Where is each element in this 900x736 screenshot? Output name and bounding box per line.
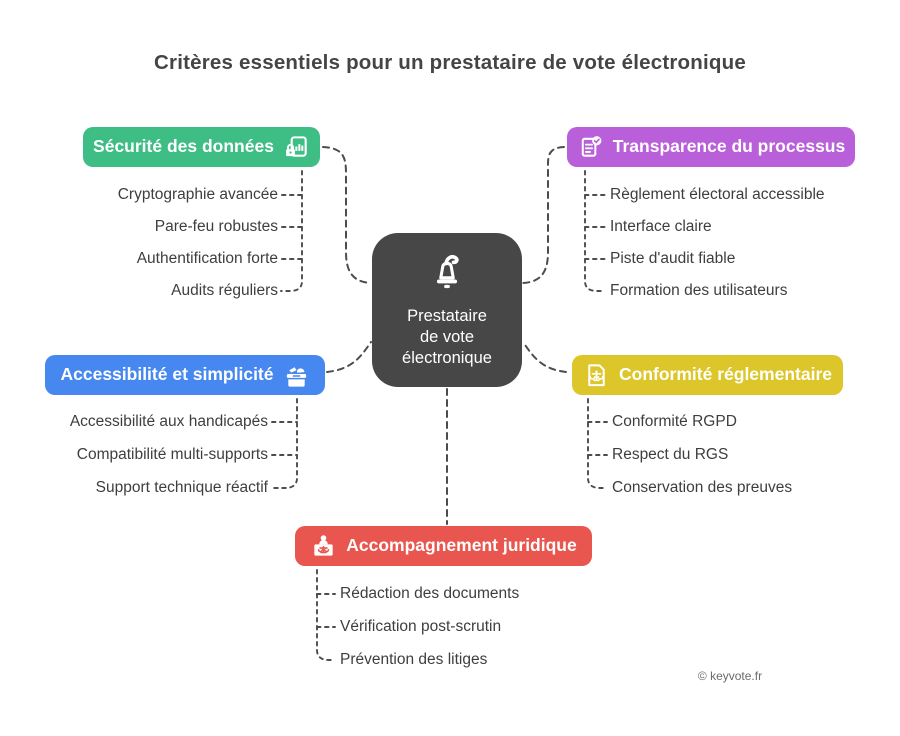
list-item-compliance-3: Conservation des preuves — [612, 479, 793, 496]
branch-badge-security — [83, 127, 320, 167]
list-item-legal-3: Prévention des litiges — [340, 651, 488, 668]
list-item-transparency-3: Piste d'audit fiable — [610, 250, 736, 267]
list-item-transparency-4: Formation des utilisateurs — [610, 282, 788, 299]
list-item-legal-2: Vérification post-scrutin — [340, 618, 502, 635]
branch-label-security: Sécurité des données — [93, 135, 274, 156]
list-item-accessibility-3: Support technique réactif — [95, 479, 268, 496]
connector-compliance-center — [523, 342, 566, 372]
center-label-line3: électronique — [402, 349, 492, 367]
branch-label-legal: Accompagnement juridique — [346, 534, 577, 555]
list-item-security-1: Cryptographie avancée — [117, 186, 278, 203]
list-item-legal-1: Rédaction des documents — [340, 585, 520, 602]
branch-badge-compliance — [572, 355, 843, 395]
branch-badge-accessibility — [45, 355, 325, 395]
list-item-compliance-1: Conformité RGPD — [612, 413, 737, 430]
document-scales-icon — [583, 362, 610, 389]
center-node-prestataire — [372, 233, 522, 387]
branch-label-transparency: Transparence du processus — [612, 135, 846, 156]
list-item-security-3: Authentification forte — [136, 250, 278, 267]
list-item-transparency-2: Interface claire — [610, 218, 712, 235]
list-item-compliance-2: Respect du RGS — [612, 446, 729, 463]
branch-label-compliance: Conformité réglementaire — [619, 363, 832, 384]
trunk-security — [281, 171, 302, 291]
center-label-line1: Prestataire — [407, 307, 487, 325]
connector-accessibility-center — [327, 342, 371, 372]
trunk-legal — [317, 570, 335, 660]
list-item-transparency-1: Règlement électoral accessible — [610, 186, 825, 203]
connector-security-center — [323, 147, 371, 283]
branch-label-accessibility: Accessibilité et simplicité — [60, 363, 274, 384]
list-item-accessibility-1: Accessibilité aux handicapés — [69, 413, 268, 430]
judge-scales-icon — [310, 533, 337, 560]
branch-badge-transparency — [567, 127, 855, 167]
trunk-transparency — [585, 171, 605, 291]
center-label-line2: de vote — [419, 328, 475, 346]
copyright-credit: © keyvote.fr — [697, 669, 763, 683]
branch-badge-legal — [295, 526, 592, 566]
page-title: Critères essentiels pour un prestataire de vote électronique — [154, 51, 746, 74]
secure-data-icon — [283, 134, 310, 161]
bell-icon — [424, 251, 470, 297]
list-item-accessibility-2: Compatibilité multi-supports — [76, 446, 268, 463]
trunk-accessibility — [272, 399, 297, 488]
list-item-security-4: Audits réguliers — [171, 282, 278, 299]
checklist-check-icon — [577, 134, 604, 161]
connector-transparency-center — [523, 147, 564, 283]
trunk-compliance — [588, 399, 607, 488]
list-item-security-2: Pare-feu robustes — [154, 218, 278, 235]
ballot-box-icon — [283, 362, 310, 389]
